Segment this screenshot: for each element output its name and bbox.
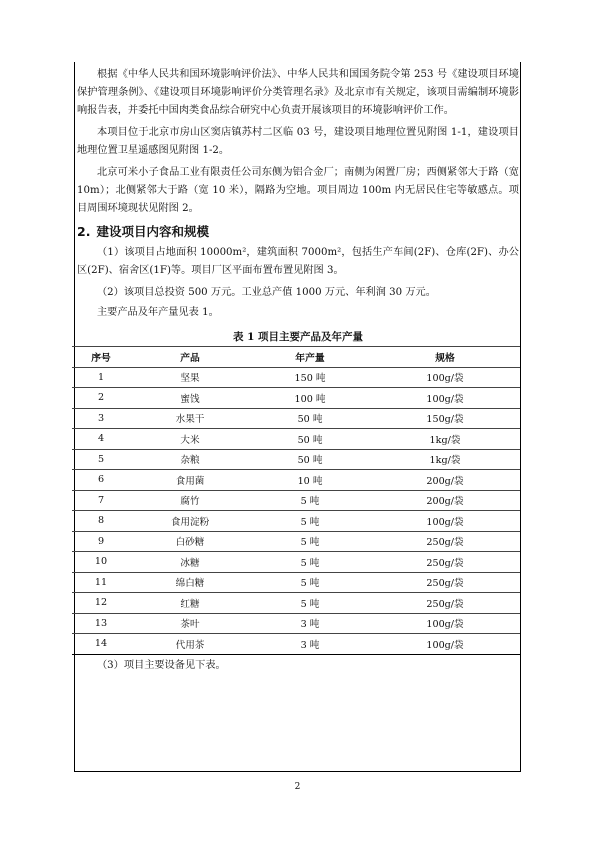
cell-spec: 200g/袋 [370,490,520,511]
header-spec: 规格 [370,347,520,368]
table-row [72,511,520,532]
cell-index: 13 [72,613,130,634]
page-number: 2 [294,782,301,792]
cell-index: 14 [72,634,130,655]
cell-product: 蜜饯 [130,388,250,409]
table-header-row [72,347,520,368]
section-heading [77,222,519,242]
table-row [72,470,520,491]
paragraph-investment: （2）该项目总投资 500 万元。工业总产值 1000 万元、年利润 30 万元。 [97,287,436,298]
cell-spec: 200g/袋 [370,470,520,491]
cell-output: 5 吨 [250,511,370,532]
cell-product: 杂粮 [130,449,250,470]
cell-index: 10 [72,552,130,573]
table-row [72,572,520,593]
cell-spec: 100g/袋 [370,613,520,634]
cell-output: 3 吨 [250,634,370,655]
cell-product: 腐竹 [130,490,250,511]
cell-spec: 1kg/袋 [370,449,520,470]
table-row [72,449,520,470]
cell-index: 6 [72,470,130,491]
paragraph-surroundings: 北京可米小子食品工业有限责任公司东侧为铝合金厂；南侧为闲置厂房；西侧紧邻大于路（宽 10m）；北侧紧邻大于路（宽 10 米），隔路为空地。项目周边 100m 内无居民住宅等敏感点。项目周围环境现状见附图 2。 [77,167,519,214]
cell-index: 7 [72,490,130,511]
cell-spec: 250g/袋 [370,572,520,593]
cell-output: 5 吨 [250,490,370,511]
header-index: 序号 [72,347,130,368]
document-body [77,66,519,675]
cell-spec: 250g/袋 [370,593,520,614]
products-table [72,346,520,655]
cell-index: 3 [72,408,130,429]
cell-index: 12 [72,593,130,614]
cell-output: 3 吨 [250,613,370,634]
cell-output: 5 吨 [250,572,370,593]
cell-output: 5 吨 [250,531,370,552]
cell-output: 5 吨 [250,593,370,614]
cell-product: 红糖 [130,593,250,614]
cell-spec: 250g/袋 [370,552,520,573]
cell-index: 4 [72,429,130,450]
cell-output: 10 吨 [250,470,370,491]
cell-output: 150 吨 [250,367,370,388]
table-row [72,388,520,409]
paragraph-table-ref: 主要产品及年产量见表 1。 [97,307,219,318]
table-row [72,367,520,388]
paragraph-location: 本项目位于北京市房山区窦店镇苏村二区临 03 号，建设项目地理位置见附图 1-1，建设项目地理位置卫星遥感图见附图 1-2。 [77,127,519,156]
cell-index: 5 [72,449,130,470]
paragraph-equipment-ref: （3）项目主要设备见下表。 [97,659,226,671]
cell-index: 1 [72,367,130,388]
cell-output: 100 吨 [250,388,370,409]
cell-output: 50 吨 [250,429,370,450]
cell-product: 茶叶 [130,613,250,634]
cell-spec: 100g/袋 [370,511,520,532]
table-row [72,634,520,655]
cell-spec: 250g/袋 [370,531,520,552]
table-row [72,613,520,634]
table-row [72,531,520,552]
section-number: 2. [77,224,91,239]
paragraph-area: （1）该项目占地面积 10000m²，建筑面积 7000m²，包括生产车间(2F)、仓库(2F)、办公区(2F)、宿舍区(1F)等。项目厂区平面布置布置见附图 3。 [77,247,519,276]
table-row [72,429,520,450]
cell-product: 食用淀粉 [130,511,250,532]
cell-product: 水果干 [130,408,250,429]
header-product: 产品 [130,347,250,368]
cell-spec: 100g/袋 [370,388,520,409]
table-row [72,552,520,573]
cell-output: 50 吨 [250,408,370,429]
cell-spec: 100g/袋 [370,367,520,388]
cell-index: 8 [72,511,130,532]
cell-index: 2 [72,388,130,409]
cell-product: 绵白糖 [130,572,250,593]
cell-product: 代用茶 [130,634,250,655]
cell-product: 白砂糖 [130,531,250,552]
header-output: 年产量 [250,347,370,368]
table-body [72,367,520,654]
cell-product: 坚果 [130,367,250,388]
table-row [72,593,520,614]
cell-spec: 150g/袋 [370,408,520,429]
cell-spec: 100g/袋 [370,634,520,655]
table-row [72,490,520,511]
cell-index: 11 [72,572,130,593]
table-title: 表 1 项目主要产品及年产量 [232,331,364,343]
paragraph-regulation: 根据《中华人民共和国环境影响评价法》、中华人民共和国国务院令第 253 号《建设项目环境保护管理条例》、《建设项目环境影响评价分类管理名录》及北京市有关规定，该项目需编制环境影响报告表，并委托中国肉类食品综合研究中心负责开展该项目的环境影响评价工作。 [77,69,519,116]
cell-product: 大米 [130,429,250,450]
cell-output: 50 吨 [250,449,370,470]
cell-product: 食用菌 [130,470,250,491]
cell-output: 5 吨 [250,552,370,573]
cell-spec: 1kg/袋 [370,429,520,450]
section-title: 建设项目内容和规模 [96,224,209,239]
table-row [72,408,520,429]
cell-product: 冰糖 [130,552,250,573]
cell-index: 9 [72,531,130,552]
